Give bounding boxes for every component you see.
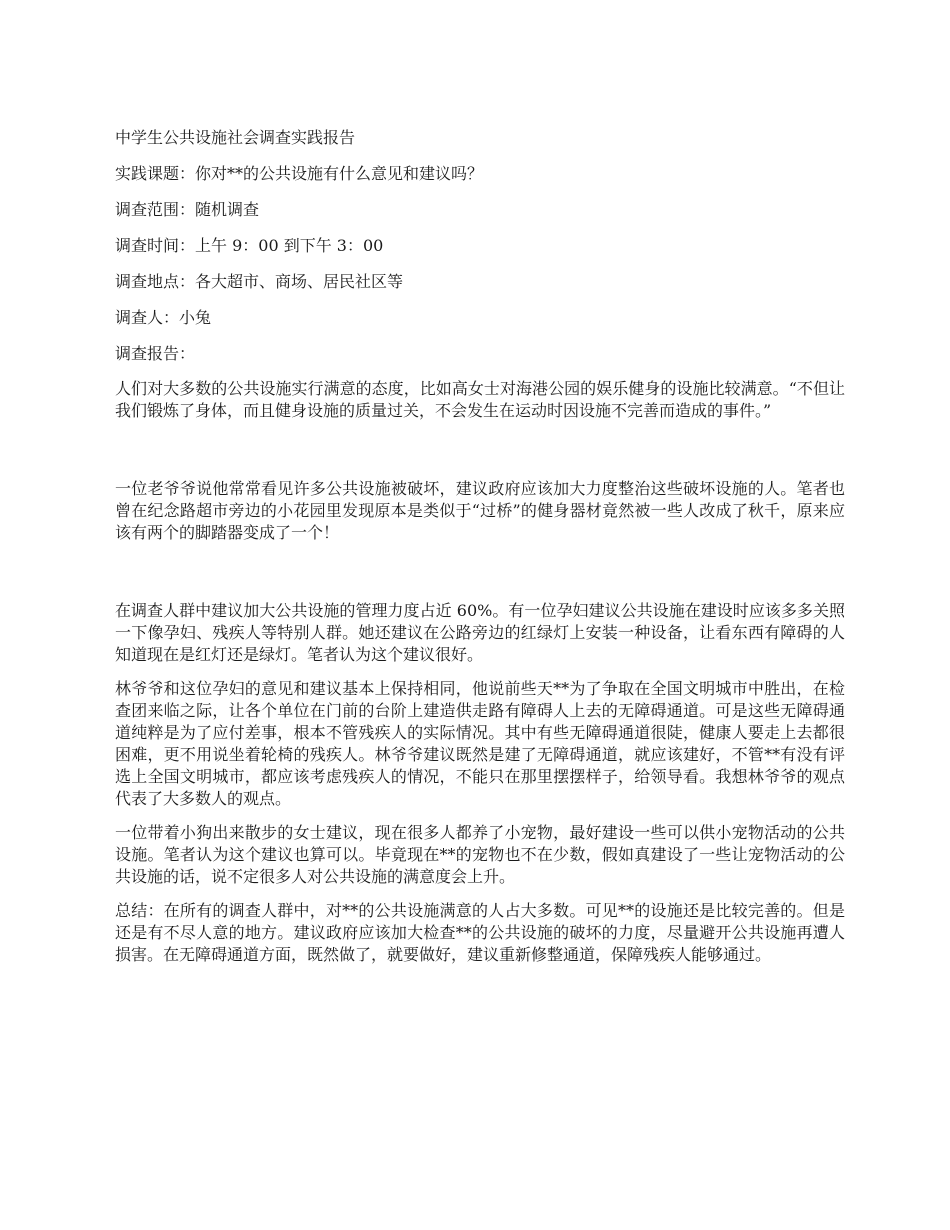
document-title: 中学生公共设施社会调查实践报告 bbox=[115, 128, 356, 147]
paragraph-4: 林爷爷和这位孕妇的意见和建议基本上保持相同，他说前些天**为了争取在全国文明城市中胜出，在检查团来临之际，让各个单位在门前的台阶上建造供走路有障碍人上去的无障碍通道。可是这些无障碍通道纯粹是为了应付差事，根本不管残疾人的实际情况。其中有些无障碍通道很陡，健康人要走上去都很困难，更不用说坐着轮椅的残疾人。林爷爷建议既然是建了无障碍通道，就应该建好，不管**有没有评选上全国文明城市，都应该考虑残疾人的情况，不能只在那里摆摆样子，给领导看。我想林爷爷的观点代表了大多数人的观点。 bbox=[115, 679, 845, 808]
location-line: 调查地点：各大超市、商场、居民社区等 bbox=[115, 272, 404, 291]
time-line: 调查时间：上午 9：00 到下午 3：00 bbox=[115, 236, 384, 255]
paragraph-1: 人们对大多数的公共设施实行满意的态度，比如高女士对海港公园的娱乐健身的设施比较满意。“不但让我们锻炼了身体，而且健身设施的质量过关，不会发生在运动时因设施不完善而造成的事件。” bbox=[115, 379, 845, 420]
spacer bbox=[115, 544, 845, 600]
paragraph-2: 一位老爷爷说他常常看见许多公共设施被破坏，建议政府应该加大力度整治这些破坏设施的人。笔者也曾在纪念路超市旁边的小花园里发现原本是类似于“过桥”的健身器材竟然被一些人改成了秋千，原来应该有两个的脚踏器变成了一个！ bbox=[115, 479, 845, 542]
paragraph-3: 在调查人群中建议加大公共设施的管理力度占近 60%。有一位孕妇建议公共设施在建设时应该多多关照一下像孕妇、残疾人等特别人群。她还建议在公路旁边的红绿灯上安装一种设备，让看东西有障碍的人知道现在是红灯还是绿灯。笔者认为这个建议很好。 bbox=[115, 601, 845, 664]
spacer bbox=[115, 888, 845, 900]
topic-line: 实践课题：你对**的公共设施有什么意见和建议吗？ bbox=[115, 164, 484, 183]
spacer bbox=[115, 422, 845, 478]
spacer bbox=[115, 810, 845, 822]
scope-line: 调查范围：随机调查 bbox=[115, 200, 260, 219]
paragraph-5: 一位带着小狗出来散步的女士建议，现在很多人都养了小宠物，最好建设一些可以供小宠物活动的公共设施。笔者认为这个建议也算可以。毕竟现在**的宠物也不在少数，假如真建设了一些让宠物活动的公共设施的话，说不定很多人对公共设施的满意度会上升。 bbox=[115, 823, 845, 886]
paragraph-6: 总结：在所有的调查人群中，对**的公共设施满意的人占大多数。可见**的设施还是比较完善的。但是还是有不尽人意的地方。建议政府应该加大检查**的公共设施的破坏的力度，尽量避开公共设施再遭人损害。在无障碍通道方面，既然做了，就要做好，建议重新修整通道，保障残疾人能够通过。 bbox=[115, 901, 845, 964]
spacer bbox=[115, 666, 845, 678]
document-page bbox=[115, 126, 845, 966]
report-heading: 调查报告： bbox=[115, 344, 196, 363]
investigator-line: 调查人：小兔 bbox=[115, 308, 212, 327]
